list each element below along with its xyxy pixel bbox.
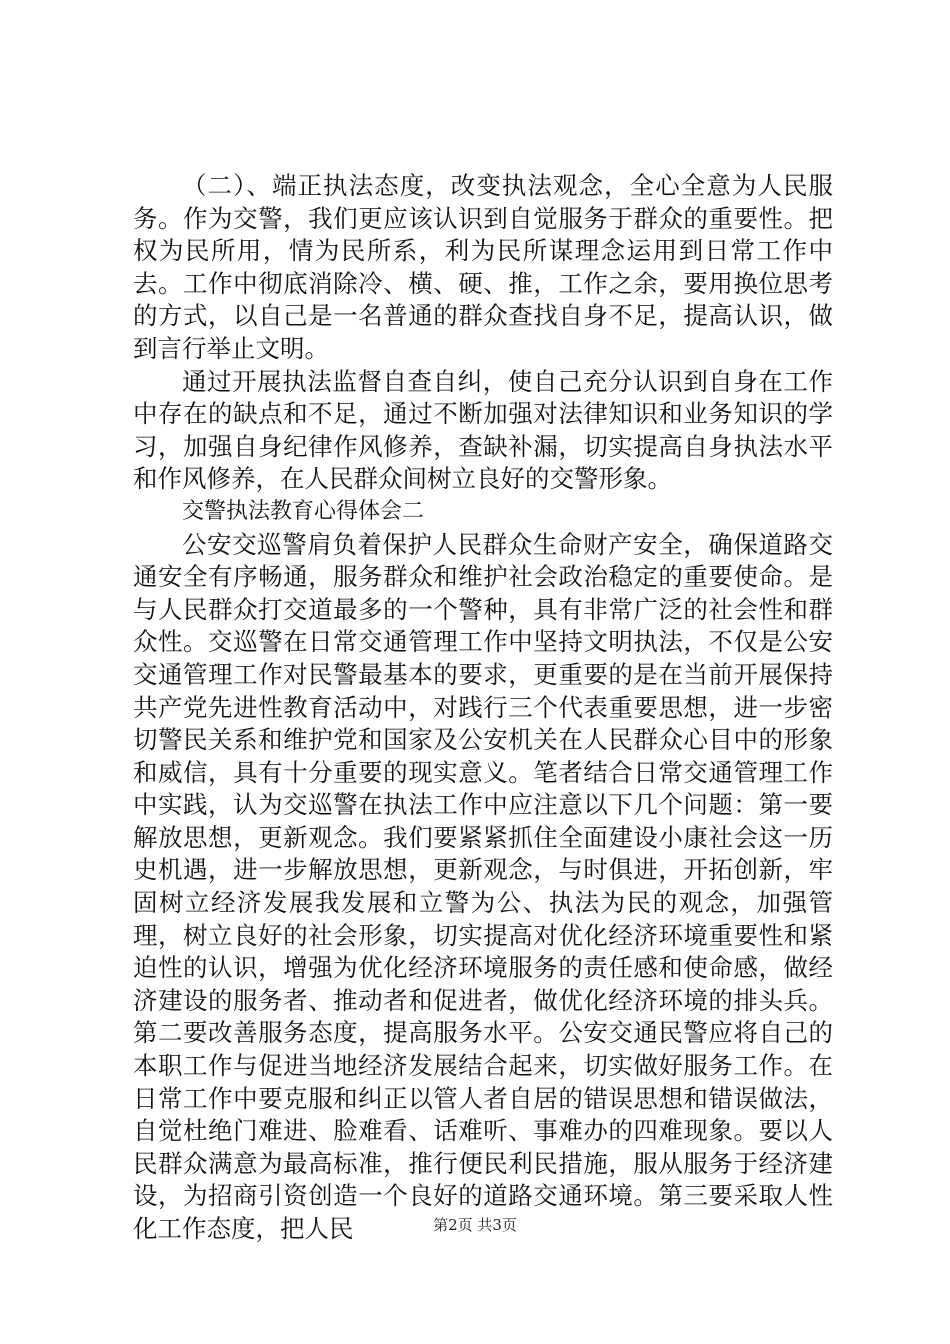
document-body — [133, 170, 833, 1246]
page-number-footer: 第2页 共3页 — [433, 1216, 517, 1234]
paragraph-self-inspection: 通过开展执法监督自查自纠，使自己充分认识到自身在工作中存在的缺点和不足，通过不断加强对法律知识和业务知识的学习，加强自身纪律作风修养，查缺补漏，切实提高自身执法水平和作风修养，在人民群众间树立良好的交警形象。 — [133, 366, 833, 494]
paragraph-traffic-police-duties: 公安交巡警肩负着保护人民群众生命财产安全，确保道路交通安全有序畅通，服务群众和维护社会政治稳定的重要使命。是与人民群众打交道最多的一个警种，具有非常广泛的社会性和群众性。交巡警在日常交通管理工作中坚持文明执法，不仅是公安交通管理工作对民警最基本的要求，更重要的是在当前开展保持共产党先进性教育活动中，对践行三个代表重要思想，进一步密切警民关系和维护党和国家及公安机关在人民群众心目中的形象和威信，具有十分重要的现实意义。笔者结合日常交通管理工作中实践，认为交巡警在执法工作中应注意以下几个问题：第一要解放思想，更新观念。我们要紧紧抓住全面建设小康社会这一历史机遇，进一步解放思想，更新观念，与时俱进，开拓创新，牢固树立经济发展我发展和立警为公、执法为民的观念，加强管理，树立良好的社会形象，切实提高对优化经济环境重要性和紧迫性的认识，增强为优化经济环境服务的责任感和使命感，做经济建设的服务者、推动者和促进者，做优化经济环境的排头兵。第二要改善服务态度，提高服务水平。公安交通民警应将自己的本职工作与促进当地经济发展结合起来，切实做好服务工作。在日常工作中要克服和纠正以管人者自居的错误思想和错误做法，自觉杜绝门难进、脸难看、话难听、事难办的四难现象。要以人民群众满意为最高标准，推行便民利民措施，服从服务于经济建设，为招商引资创造一个良好的道路交通环境。第三要采取人性化工作态度，把人民 — [133, 529, 833, 1243]
paragraph-section-two: （二）、端正执法态度，改变执法观念，全心全意为人民服务。作为交警，我们更应该认识到自觉服务于群众的重要性。把权为民所用，情为民所系，利为民所谋理念运用到日常工作中去。工作中彻底消除冷、横、硬、推，工作之余，要用换位思考的方式，以自己是一名普通的群众查找自身不足，提高认识，做到言行举止文明。 — [133, 171, 833, 363]
section-heading: 交警执法教育心得体会二 — [182, 498, 425, 524]
